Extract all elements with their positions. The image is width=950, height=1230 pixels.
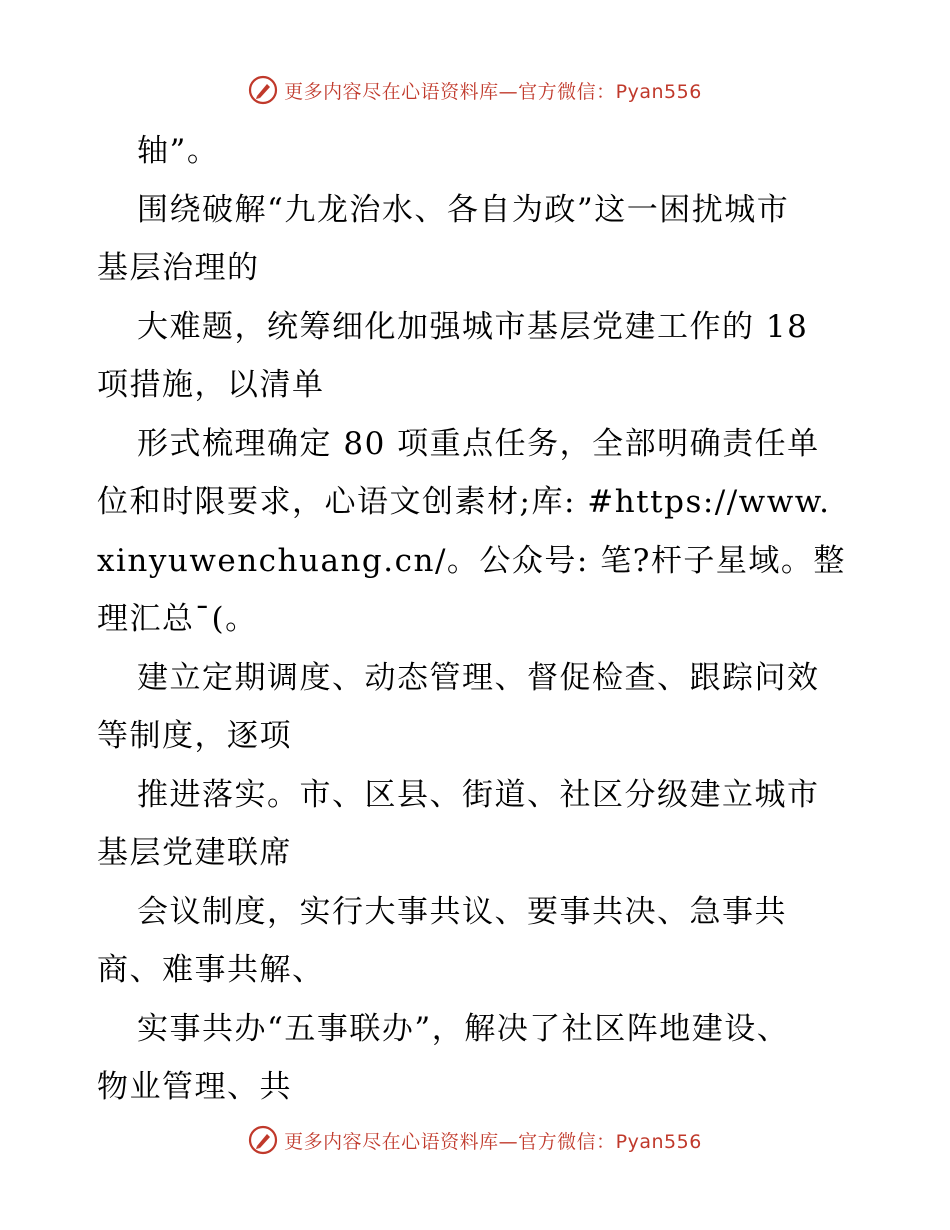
body-line: 推进落实。市、区县、街道、社区分级建立城市 (137, 776, 820, 813)
footer-watermark-banner (0, 1120, 950, 1160)
pen-logo-icon (248, 1125, 278, 1155)
body-line: 大难题，统筹细化加强城市基层党建工作的 18 (137, 308, 809, 345)
footer-banner-text: 更多内容尽在心语资料库—官方微信：Pyan556 (284, 1130, 702, 1153)
body-line: 物业管理、共 (97, 1069, 292, 1105)
body-line: 商、难事共解、 (97, 952, 325, 988)
header-watermark-banner (0, 70, 950, 110)
body-line: 建立定期调度、动态管理、督促检查、跟踪问效 (137, 659, 820, 696)
body-line: 理汇总¯(。 (97, 601, 258, 637)
body-line: 轴”。 (137, 133, 220, 169)
body-line: 实事共办“五事联办”，解决了社区阵地建设、 (137, 1010, 790, 1047)
body-line: 等制度，逐项 (97, 718, 292, 754)
body-line: 基层党建联席 (97, 835, 292, 871)
pen-logo-icon (248, 75, 278, 105)
body-line: xinyuwenchuang.cn/。公众号: 笔?杆子星域。整 (97, 542, 846, 579)
header-banner-text: 更多内容尽在心语资料库—官方微信：Pyan556 (284, 80, 702, 103)
body-line: 位和时限要求，心语文创素材;库: #https://www. (97, 484, 831, 520)
body-line: 基层治理的 (97, 250, 260, 286)
body-line: 围绕破解“九龙治水、各自为政”这一困扰城市 (137, 191, 790, 228)
body-line: 项措施，以清单 (97, 367, 325, 403)
body-line: 会议制度，实行大事共议、要事共决、急事共 (137, 893, 787, 930)
body-line: 形式梳理确定 80 项重点任务，全部明确责任单 (137, 425, 820, 462)
document-body (97, 122, 857, 1117)
